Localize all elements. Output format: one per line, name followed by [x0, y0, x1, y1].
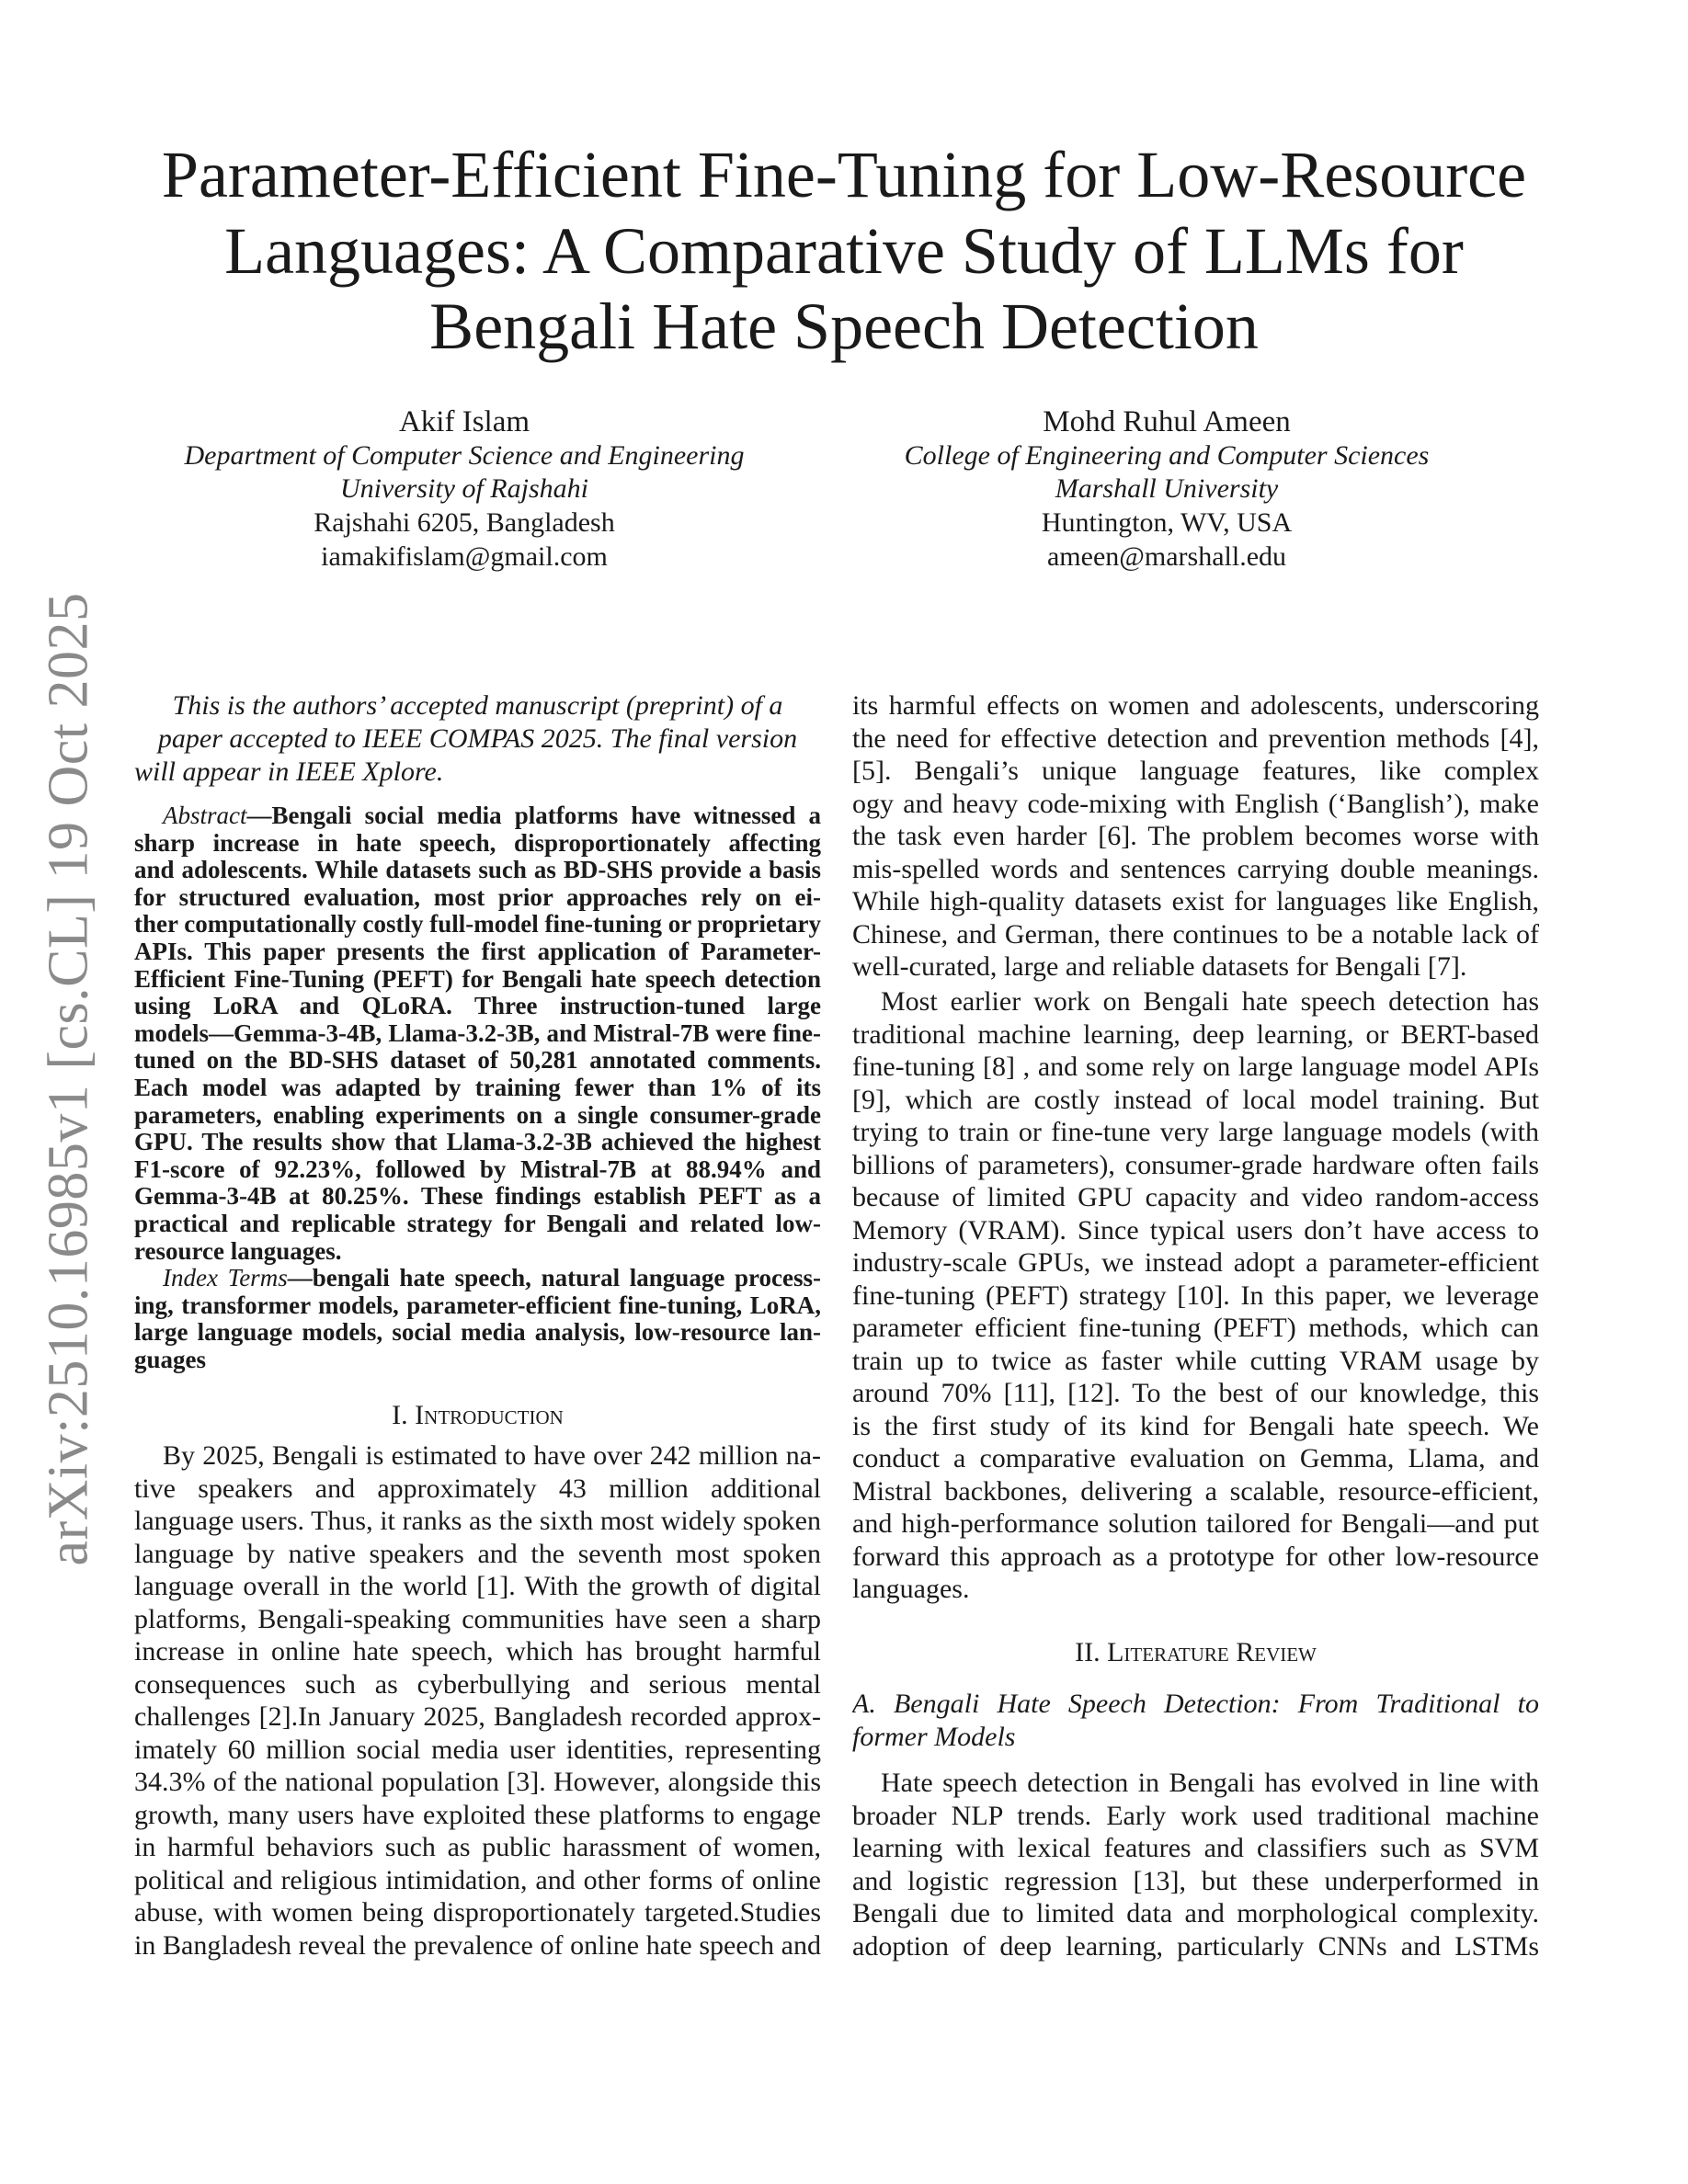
text-line: in harmful behaviors such as public harassment of women,: [134, 1832, 821, 1862]
author-name: Mohd Ruhul Ameen: [1043, 405, 1291, 438]
text-line: Hate speech detection in Bengali has evolved in line with: [881, 1768, 1539, 1798]
text-line: ther computationally costly full-model fine-tuning or proprietary: [134, 911, 821, 938]
text-line: industry-scale GPUs, we instead adopt a parameter-efficient: [852, 1247, 1539, 1278]
text-line: fine-tuning (PEFT) strategy [10]. In this paper, we leverage: [852, 1280, 1539, 1311]
text-line: mis-spelled words and sentences carrying double meanings.: [852, 853, 1539, 884]
section-label: Abstract: [163, 802, 247, 829]
section-heading-literature-review: II. Literature Review: [1075, 1637, 1317, 1667]
intro-paragraph-1: [134, 1439, 821, 1962]
section-label: Index Terms: [163, 1265, 288, 1291]
text-line: By 2025, Bengali is estimated to have over 242 million na-: [163, 1440, 821, 1471]
text-line: around 70% [11], [12]. To the best of our knowledge, this: [852, 1378, 1539, 1408]
line-text: —bengali hate speech, natural language process-: [287, 1265, 821, 1291]
author-department: Department of Computer Science and Engineering: [184, 439, 745, 471]
text-line: using LoRA and QLoRA. Three instruction-tuned large: [134, 993, 821, 1020]
section-heading-introduction: I. Introduction: [392, 1400, 564, 1430]
text-line: guages: [134, 1346, 207, 1373]
arxiv-identifier[interactable]: arXiv:2510.16985v1 [cs.CL] 19 Oct 2025: [37, 592, 100, 1566]
index-terms: [134, 1265, 821, 1373]
line-text: —Bengali social media platforms have witnessed a: [246, 802, 821, 829]
text-line: for structured evaluation, most prior approaches rely on ei-: [134, 883, 821, 911]
intro-paragraph-2: [852, 985, 1539, 1606]
title-line: Parameter-Efficient Fine-Tuning for Low-Resource: [161, 138, 1527, 211]
text-line: language overall in the world [1]. With the growth of digital: [134, 1571, 821, 1601]
text-line: billions of parameters), consumer-grade hardware often fails: [852, 1149, 1539, 1180]
author-1: [115, 405, 814, 574]
text-line: F1-score of 92.23%, followed by Mistral-7B at 88.94% and: [134, 1155, 821, 1183]
text-line: the need for effective detection and prevention methods [4],: [852, 722, 1539, 754]
text-line: broader NLP trends. Early work used traditional machine: [852, 1800, 1539, 1831]
text-line: in Bangladesh reveal the prevalence of online hate speech and: [134, 1929, 821, 1961]
text-line: tive speakers and approximately 43 million additional: [134, 1473, 821, 1504]
text-line: languages.: [852, 1574, 970, 1604]
text-line: learning with lexical features and classifiers such as SVM: [852, 1833, 1539, 1863]
text-line: adoption of deep learning, particularly CNNs and LSTMs: [852, 1930, 1539, 1962]
text-line: abuse, with women being disproportionately targeted.Studies: [134, 1897, 821, 1928]
text-line: Each model was adapted by training fewer than 1% of its: [134, 1074, 821, 1101]
text-line: tuned on the BD-SHS dataset of 50,281 annotated comments.: [134, 1047, 821, 1075]
text-line: Gemma-3-4B at 80.25%. These findings establish PEFT as a: [134, 1183, 821, 1211]
author-2: [817, 405, 1516, 574]
text-line: paper accepted to IEEE COMPAS 2025. The final version: [157, 723, 798, 754]
text-line: [5]. Bengali’s unique language features, like complex: [852, 756, 1539, 786]
text-line: language users. Thus, it ranks as the sixth most widely spoken: [134, 1506, 821, 1536]
text-line: Bengali due to limited data and morphological complexity.: [852, 1898, 1539, 1928]
text-line: parameter efficient fine-tuning (PEFT) methods, which can: [852, 1313, 1539, 1343]
intro-paragraph-1-continued: [852, 689, 1539, 984]
text-line: practical and replicable strategy for Bengali and related low-: [134, 1210, 821, 1237]
text-line: is the first study of its kind for Bengali hate speech. We: [852, 1410, 1539, 1441]
author-email[interactable]: ameen@marshall.edu: [1046, 540, 1287, 572]
text-line: train up to twice as faster while cutting VRAM usage by: [852, 1345, 1539, 1376]
author-institution: Marshall University: [1055, 473, 1279, 505]
text-line: Chinese, and German, there continues to be a notable lack of: [852, 918, 1539, 950]
author-name: Akif Islam: [398, 405, 530, 438]
text-line: increase in online hate speech, which has brought harmful: [134, 1636, 821, 1666]
text-line: traditional machine learning, deep learning, or BERT-based: [852, 1018, 1539, 1050]
text-line: [134, 802, 821, 830]
text-line: challenges [2].In January 2025, Bangladesh recorded approx-: [134, 1701, 821, 1732]
text-line: This is the authors’ accepted manuscript (preprint) of a: [172, 690, 783, 721]
text-line: parameters, enabling experiments on a single consumer-grade: [134, 1101, 821, 1129]
text-line: language by native speakers and the seventh most spoken: [134, 1538, 821, 1569]
text-line: 34.3% of the national population [3]. However, alongside this: [134, 1767, 821, 1797]
text-line: consequences such as cyberbullying and serious mental: [134, 1668, 821, 1700]
text-line: fine-tuning [8] , and some rely on large language model APIs: [852, 1052, 1539, 1082]
text-line: well-curated, large and reliable datasets for Bengali [7].: [852, 951, 1467, 982]
abstract: [134, 802, 821, 1265]
literature-paragraph-1: [852, 1767, 1539, 1962]
text-line: GPU. The results show that Llama-3.2-3B achieved the highest: [134, 1129, 821, 1156]
text-line: A. Bengali Hate Speech Detection: From Traditional to: [852, 1689, 1539, 1719]
text-line: ing, transformer models, parameter-efficient fine-tuning, LoRA,: [134, 1291, 821, 1319]
author-institution: University of Rajshahi: [340, 473, 588, 505]
text-line: platforms, Bengali-speaking communities have seen a sharp: [134, 1603, 821, 1634]
text-line: Most earlier work on Bengali hate speech detection has: [881, 986, 1539, 1017]
text-line: and high-performance solution tailored for Bengali—and put: [852, 1508, 1539, 1539]
author-location: Huntington, WV, USA: [1041, 507, 1293, 539]
text-line: forward this approach as a prototype for other low-resource: [852, 1541, 1539, 1572]
text-line: will appear in IEEE Xplore.: [134, 756, 444, 787]
text-line: its harmful effects on women and adolescents, underscoring: [852, 690, 1539, 721]
text-line: ogy and heavy code-mixing with English (‘Banglish’), make: [852, 788, 1539, 819]
text-line: conduct a comparative evaluation on Gemma, Llama, and: [852, 1443, 1539, 1473]
text-line: models—Gemma-3-4B, Llama-3.2-3B, and Mistral-7B were fine-: [134, 1019, 821, 1047]
author-email[interactable]: iamakifislam@gmail.com: [321, 540, 608, 572]
subsection-heading: [852, 1688, 1539, 1753]
text-line: imately 60 million social media user identities, representing: [134, 1734, 821, 1765]
text-line: growth, many users have exploited these platforms to engage: [134, 1799, 821, 1830]
text-line: trying to train or fine-tune very large language models (with: [852, 1117, 1539, 1147]
text-line: While high-quality datasets exist for languages like English,: [852, 886, 1539, 916]
text-line: resource languages.: [134, 1237, 342, 1265]
text-line: the task even harder [6]. The problem becomes worse with: [852, 821, 1539, 851]
text-line: large language models, social media analysis, low-resource lan-: [134, 1319, 821, 1347]
text-line: Efficient Fine-Tuning (PEFT) for Bengali hate speech detection: [134, 965, 821, 993]
text-line: [134, 1265, 821, 1292]
text-line: Memory (VRAM). Since typical users don’t have access to: [852, 1214, 1539, 1246]
text-line: and logistic regression [13], but these underperformed in: [852, 1865, 1539, 1896]
paper-title: [0, 137, 1688, 365]
text-line: APIs. This paper presents the first application of Parameter-: [134, 938, 821, 965]
text-line: sharp increase in hate speech, disproportionately affecting: [134, 829, 821, 857]
text-line: former Models: [852, 1721, 1016, 1752]
title-line: Bengali Hate Speech Detection: [429, 290, 1259, 363]
preprint-note: [134, 689, 821, 789]
text-line: and adolescents. While datasets such as BD-SHS provide a basis: [134, 857, 821, 884]
title-line: Languages: A Comparative Study of LLMs for: [224, 213, 1464, 288]
author-department: College of Engineering and Computer Sciences: [904, 439, 1430, 471]
text-line: because of limited GPU capacity and video random-access: [852, 1182, 1539, 1212]
text-line: political and religious intimidation, and other forms of online: [134, 1864, 821, 1895]
text-line: [9], which are costly instead of local model training. But: [852, 1084, 1539, 1115]
author-location: Rajshahi 6205, Bangladesh: [314, 507, 615, 539]
text-line: Mistral backbones, delivering a scalable, resource-efficient,: [852, 1475, 1539, 1507]
